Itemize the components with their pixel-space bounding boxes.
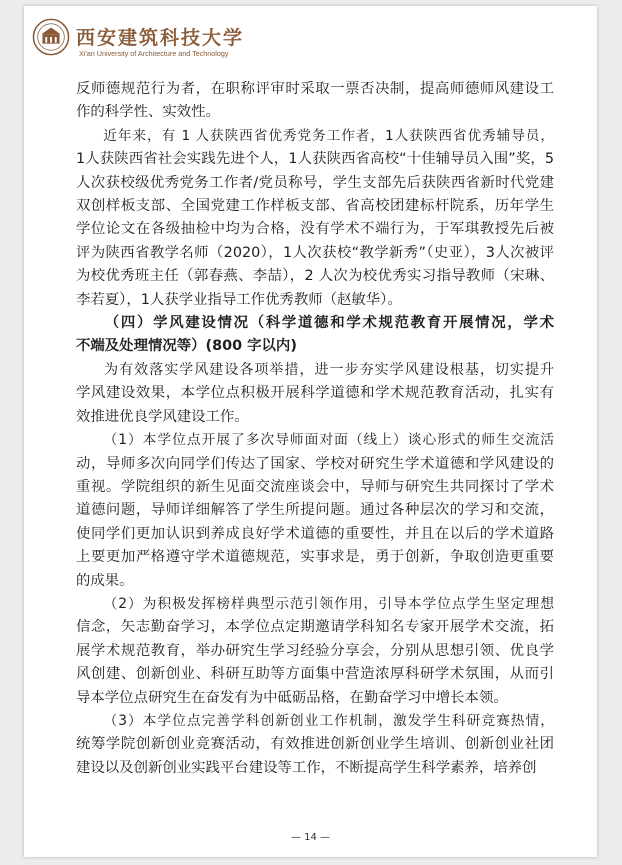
text-line: 统筹学院创新创业竞赛活动，有效推进创新创业学生培训、创新创业社团 bbox=[76, 736, 554, 753]
text-line: 为有效落实学风建设各项举措，进一步夯实学风建设根基，切实提升 bbox=[104, 361, 554, 378]
document-body bbox=[76, 78, 554, 780]
text-line: 重视。学院组织的新生见面交流座谈会中，导师与研究生共同探讨了学术 bbox=[76, 478, 554, 495]
text-line: 信念，矢志勤奋学习，本学位点定期邀请学科知名专家开展学术交流，拓 bbox=[76, 619, 554, 636]
body-paragraph bbox=[76, 593, 554, 710]
text-line: （1）本学位点开展了多次导师面对面（线上）谈心形式的师生交流活 bbox=[103, 432, 554, 449]
text-line: 双创样板支部、全国党建工作样板支部、省高校团建标杆院系，历年学生 bbox=[76, 198, 554, 215]
text-line: 李若夏），1人获学业指导工作优秀教师（赵敏华）。 bbox=[76, 291, 402, 308]
text-line: 作的科学性、实效性。 bbox=[76, 104, 220, 121]
text-line: 为校优秀班主任（郭春燕、李喆），2 人次为校优秀实习指导教师（宋琳、 bbox=[76, 268, 554, 285]
text-line: 1人获陕西省社会实践先进个人，1人获陕西省高校“十佳辅导员入围”奖，5 bbox=[76, 151, 554, 168]
university-logo-icon bbox=[32, 18, 70, 56]
text-line: 上要更加严格遵守学术道德规范，实事求是，勇于创新，争取创造更重要 bbox=[76, 549, 554, 566]
body-paragraph bbox=[76, 429, 554, 593]
text-line: （四）学风建设情况（科学道德和学术规范教育开展情况，学术 bbox=[104, 315, 554, 332]
text-line: 导本学位点研究生在奋发有为中砥砺品格，在勤奋学习中增长本领。 bbox=[76, 689, 508, 706]
page-header bbox=[32, 18, 262, 64]
text-line: 使同学们更加认识到养成良好学术道德的重要性，并且在以后的学术道路 bbox=[76, 525, 554, 542]
text-line: 反师德规范行为者，在职称评审时采取一票否决制，提高师德师风建设工 bbox=[76, 81, 554, 97]
text-line: 展学术规范教育，举办研究生学习经验分享会，分别从思想引领、优良学 bbox=[76, 642, 554, 659]
text-line: （2）为积极发挥榜样典型示范引领作用，引导本学位点学生坚定理想 bbox=[103, 595, 554, 612]
section-heading bbox=[76, 312, 554, 359]
text-line: 不端及处理情况等）(800 字以内) bbox=[76, 338, 297, 355]
text-line: 的成果。 bbox=[76, 572, 134, 589]
text-line: 人次获校级优秀党务工作者/党员称号，学生支部先后获陕西省新时代党建 bbox=[76, 174, 554, 191]
document-page bbox=[24, 6, 597, 857]
text-line: 效推进优良学风建设工作。 bbox=[76, 408, 249, 425]
body-paragraph bbox=[76, 710, 554, 780]
body-paragraph bbox=[76, 359, 554, 429]
text-line: 近年来，有 1 人获陕西省优秀党务工作者，1人获陕西省优秀辅导员， bbox=[103, 127, 554, 144]
text-line: 道德问题，导师详细解答了学生所提问题。通过各种层次的学习和交流， bbox=[76, 502, 554, 519]
university-name: 西安建筑科技大学 bbox=[76, 27, 245, 49]
body-paragraph bbox=[76, 78, 554, 125]
body-paragraph bbox=[76, 125, 554, 312]
text-line: 评为陕西省教学名师（2020），1人次获校“教学新秀”（史亚），3人次被评 bbox=[76, 244, 554, 261]
university-name-en: Xi'an University of Architecture and Technology bbox=[79, 49, 229, 58]
text-line: 建设以及创新创业实践平台建设等工作，不断提高学生科学素养，培养创 bbox=[76, 759, 537, 776]
text-line: 风创建、创新创业、科研互助等方面集中营造浓厚科研学术氛围，从而引 bbox=[76, 666, 554, 683]
page-number: — 14 — bbox=[290, 832, 331, 843]
text-line: （3）本学位点完善学科创新创业工作机制，激发学生科研竞赛热情， bbox=[103, 712, 554, 729]
text-line: 学位论文在各级抽检中均为合格，没有学术不端行为，于军琪教授先后被 bbox=[76, 221, 554, 238]
text-line: 学风建设效果，本学位点积极开展科学道德和学术规范教育活动，扎实有 bbox=[76, 385, 554, 402]
text-line: 动，导师多次向同学们传达了国家、学校对研究生学术道德和学风建设的 bbox=[76, 455, 554, 472]
